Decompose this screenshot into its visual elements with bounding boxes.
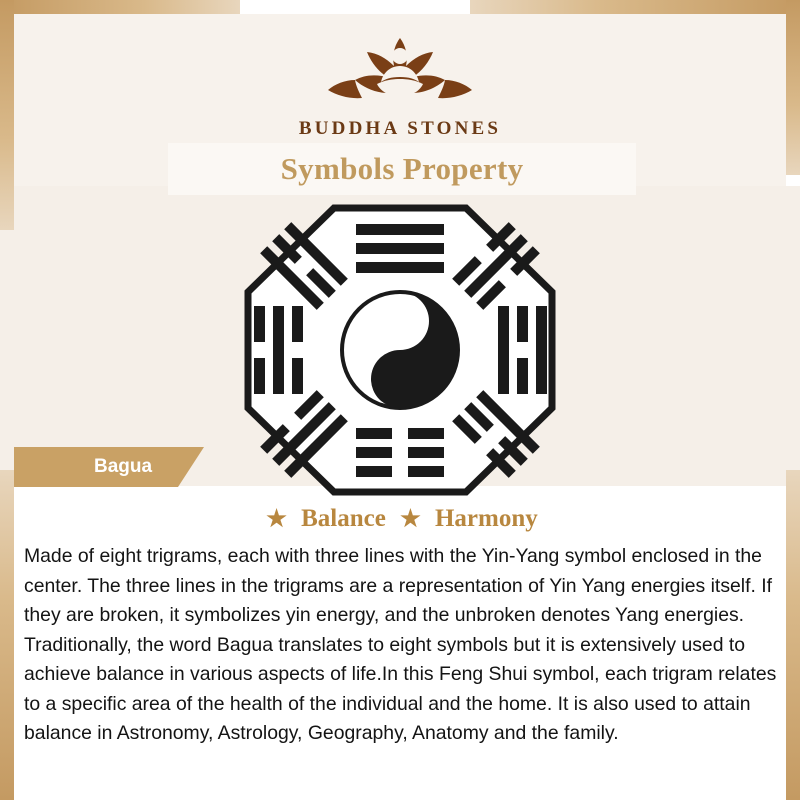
ribbon-tail <box>178 447 204 487</box>
keywords-row <box>0 505 800 533</box>
star-icon-middle: ★ <box>400 506 421 531</box>
lotus-meditation-icon <box>0 22 800 114</box>
keyword-harmony: Harmony <box>434 505 538 532</box>
symbol-name-label: Bagua <box>94 456 153 477</box>
bagua-yin-yang-icon <box>222 487 578 504</box>
corner-frame-top-right-horizontal <box>470 0 800 14</box>
title-band <box>168 143 636 195</box>
bagua-figure <box>222 200 578 500</box>
ribbon <box>14 447 204 487</box>
description-text: Made of eight trigrams, each with three lines with the Yin-Yang symbol enclosed in the center. The three lines in the trigrams are a representation of Yin Yang energies itself. If they are broken, it symbolizes yin energy, and the unbroken denotes Yang energies. Traditionally, the word Bagua translates to eight symbols but it is extensively used to achieve balance in various aspects of life.In this Feng Shui symbol, each trigram relates to a specific area of the health of the individual and the home. It is also used to attain balance in Astronomy, Astrology, Geography, Anatomy and the family. <box>24 545 777 744</box>
brand-name: BUDDHA STONES <box>298 118 502 139</box>
corner-frame-top-left-horizontal <box>0 0 240 14</box>
brand-logo <box>0 22 800 140</box>
star-icon-left: ★ <box>266 506 287 531</box>
ribbon-body <box>14 447 178 487</box>
keyword-balance: Balance <box>301 505 386 532</box>
page-title: Symbols Property <box>280 151 524 186</box>
